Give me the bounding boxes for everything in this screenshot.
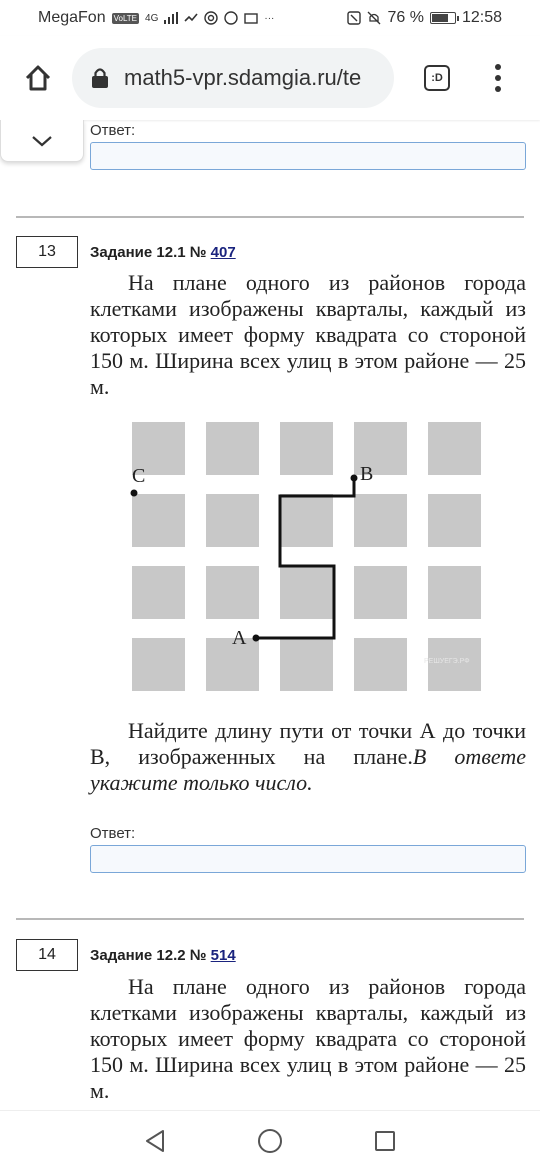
page-content	[0, 120, 540, 1110]
city-block	[280, 494, 333, 547]
city-block	[428, 422, 481, 475]
task14-id-link[interactable]: 514	[210, 947, 236, 964]
task-number-14: 14	[16, 939, 78, 971]
home-icon[interactable]	[16, 56, 60, 100]
tabs-button[interactable]: :D	[424, 65, 450, 91]
nfc-icon	[347, 11, 361, 25]
city-blocks	[132, 422, 481, 691]
city-block	[428, 566, 481, 619]
point-b	[351, 475, 358, 482]
battery-fill	[432, 14, 448, 22]
hh-icon	[224, 11, 238, 25]
url-bar[interactable]	[72, 48, 394, 108]
city-block	[206, 494, 259, 547]
watermark: РЕШУЕГЭ.РФ	[424, 658, 470, 665]
prev-answer-input[interactable]	[90, 142, 526, 170]
task13-header-prefix: Задание 12.1 №	[90, 244, 211, 261]
clock: 12:58	[461, 9, 502, 26]
volte-badge: VoLTE	[113, 13, 138, 23]
status-left	[38, 9, 274, 27]
city-block	[354, 566, 407, 619]
collapse-button[interactable]	[0, 120, 84, 162]
task14-text: На плане одного из районов города клетками изображены кварталы, каждый из которых имеет форму квадрата со стороной 150 м. Ширина всех улиц в этом районе — 25 м.	[90, 974, 526, 1103]
task14-header	[90, 947, 236, 964]
task13-question-main: Найдите длину пути от точки А до точки В, изображенных на плане.	[90, 718, 526, 769]
task13-id-link[interactable]: 407	[210, 244, 236, 261]
city-block	[280, 638, 333, 691]
label-b: B	[360, 463, 374, 485]
task13-answer-input[interactable]	[90, 845, 526, 873]
label-c: C	[132, 465, 146, 487]
city-block	[132, 638, 185, 691]
city-block	[132, 566, 185, 619]
more-vert-icon[interactable]	[490, 62, 506, 94]
chevron-down-icon	[30, 134, 54, 148]
network-type: 4G	[145, 12, 159, 24]
city-block	[132, 494, 185, 547]
status-right	[347, 9, 502, 27]
label-a: A	[232, 627, 247, 649]
city-block	[206, 566, 259, 619]
task-number-13: 13	[16, 236, 78, 268]
task13-text: На плане одного из районов города клетками изображены кварталы, каждый из которых имеет форму квадрата со стороной 150 м. Ширина всех улиц в этом районе — 25 м.	[90, 270, 526, 399]
battery-icon	[430, 12, 456, 24]
city-plan-figure	[128, 420, 492, 698]
point-a	[253, 635, 260, 642]
browser-toolbar	[0, 36, 540, 120]
point-c	[131, 490, 138, 497]
circle-home-icon[interactable]	[258, 1129, 282, 1153]
task-divider-2	[16, 918, 524, 920]
task13-answer-label: Ответ:	[90, 825, 136, 842]
city-block	[280, 566, 333, 619]
url-text: math5-vpr.sdamgia.ru/te	[124, 65, 362, 90]
signal-icon	[164, 12, 178, 24]
missed-call-icon	[184, 11, 198, 25]
task13-question	[90, 718, 526, 796]
lock-screen-icon	[244, 11, 258, 25]
task13-question-italic: В ответе укажите только число.	[90, 744, 526, 795]
task13-header	[90, 244, 236, 261]
at-icon	[204, 11, 218, 25]
lock-icon	[90, 67, 110, 89]
carrier-name: MegaFon	[38, 9, 106, 26]
status-bar	[0, 0, 540, 36]
city-block	[280, 422, 333, 475]
task-divider	[16, 216, 524, 218]
more-notifications-icon: ···	[264, 12, 275, 24]
prev-answer-label: Ответ:	[90, 122, 136, 139]
city-block	[428, 494, 481, 547]
square-recent-icon[interactable]	[375, 1131, 395, 1151]
city-block	[354, 494, 407, 547]
city-block	[354, 638, 407, 691]
city-block	[206, 422, 259, 475]
task14-header-prefix: Задание 12.2 №	[90, 947, 211, 964]
back-triangle-icon[interactable]	[143, 1129, 167, 1153]
mute-icon	[367, 11, 381, 25]
battery-percent: 76 %	[387, 9, 424, 26]
system-nav-bar	[0, 1110, 540, 1170]
